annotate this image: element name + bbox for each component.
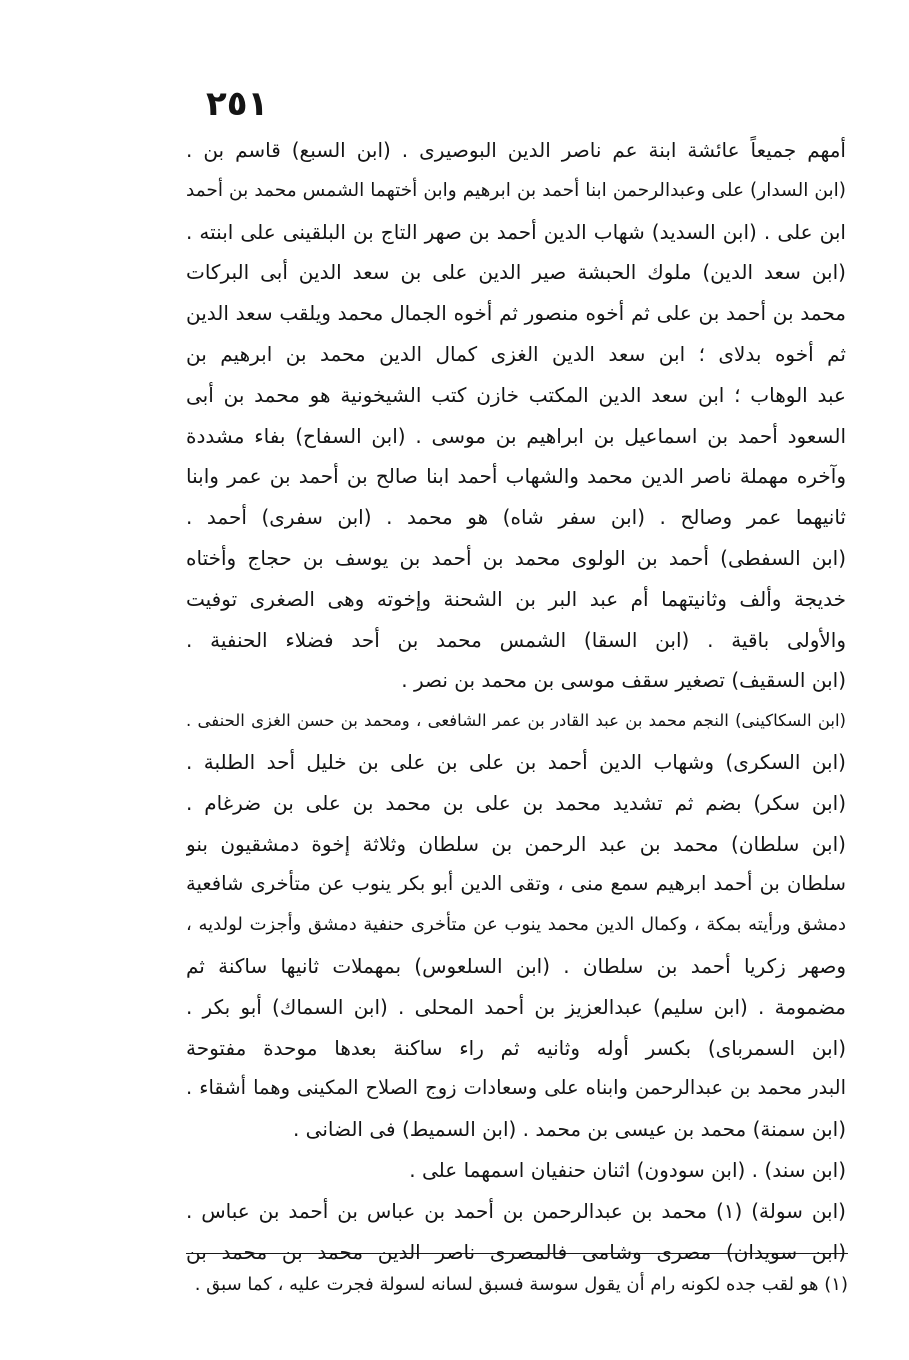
page-number: ٢٥١ <box>206 84 269 124</box>
text-line: (ابن سولة) (١) محمد بن عبدالرحمن بن أحمد بن عباس بن أحمد بن عباس . <box>186 1198 846 1223</box>
text-line: ثم أخوه بدلاى ؛ ابن سعد الدين الغزى كمال الدين محمد بن ابرهيم بن <box>186 341 846 366</box>
text-line: (ابن سلطان) محمد بن عبد الرحمن بن سلطان وثلاثة إخوة دمشقيون بنو <box>186 831 846 856</box>
text-line: دمشق ورأيته بمكة ، وكمال الدين محمد ينوب عن متأخرى حنفية دمشق وأجزت لولديه ، <box>186 914 846 936</box>
text-line: مضمومة . (ابن سليم) عبدالعزيز بن أحمد المحلى . (ابن السماك) أبو بكر . <box>186 994 846 1019</box>
text-line: والأولى باقية . (ابن السقا) الشمس محمد بن أحد فضلاء الحنفية . <box>186 627 846 652</box>
text-line: (ابن سند) . (ابن سودون) اثنان حنفيان اسمهما على . <box>409 1157 846 1182</box>
text-line: (ابن السكرى) وشهاب الدين أحمد بن على بن على بن خليل أحد الطلبة . <box>186 749 846 774</box>
text-line: السعود أحمد بن اسماعيل بن ابراهيم بن موسى . (ابن السفاح) بفاء مشددة <box>186 423 846 448</box>
text-line: (ابن سكر) بضم ثم تشديد محمد بن على بن محمد بن على بن ضرغام . <box>186 790 846 815</box>
text-line: خديجة وألف وثانيتهما أم عبد البر بن الشحنة وإخوته وهى الصغرى توفيت <box>186 586 846 611</box>
text-line: ابن على . (ابن السديد) شهاب الدين أحمد بن صهر التاج بن البلقينى على ابنته . <box>186 219 846 244</box>
footnote-separator <box>186 1253 848 1254</box>
text-line: سلطان بن أحمد ابرهيم سمع منى ، وتقى الدين أبو بكر ينوب عن متأخرى شافعية <box>186 872 846 896</box>
text-line: (ابن سمنة) محمد بن عيسى بن محمد . (ابن السميط) فى الضانى . <box>292 1117 846 1142</box>
text-line: (ابن سعد الدين) ملوك الحبشة صير الدين على بن سعد الدين أبى البركات <box>186 260 846 285</box>
text-line: (ابن السمربای) بكسر أوله وثانيه ثم راء ساكنة بعدها موحدة مفتوحة <box>186 1035 846 1060</box>
text-line: (ابن السكاكينى) النجم محمد بن عبد القادر بن عمر الشافعى ، ومحمد بن حسن الغزى الحنفى . <box>186 711 846 731</box>
text-line: (ابن السدار) على وعبدالرحمن ابنا أحمد بن ابرهيم وابن أختهما الشمس محمد بن أحمد <box>186 179 846 201</box>
text-line: (ابن سويدان) مصرى وشامى فالمصرى ناصر الدين محمد بن محمد بن <box>186 1239 846 1264</box>
footnote: (١) هو لقب جده لكونه رام أن يقول سوسة فسبق لسانه لسولة فجرت عليه ، كما سبق . <box>194 1274 848 1295</box>
text-line: عبد الوهاب ؛ ابن سعد الدين المكتب خازن كتب الشيخونية هو محمد بن أبى <box>186 382 846 407</box>
text-line: البدر محمد بن عبدالرحمن وابناه على وسعادات زوج الصلاح المكينى وهما أشقاء . <box>186 1076 846 1100</box>
text-line: وصهر زكريا أحمد بن سلطان . (ابن السلعوس) بمهملات ثانيها ساكنة ثم <box>186 953 846 978</box>
text-line: أمهم جميعاً عائشة ابنة عم ناصر الدين البوصيرى . (ابن السبع) قاسم بن . <box>186 138 846 162</box>
text-line: (ابن السفطى) أحمد بن الولوى محمد بن أحمد بن يوسف بن حجاج وأختاه <box>186 545 846 570</box>
text-line: وآخره مهملة ناصر الدين محمد والشهاب أحمد ابنا صالح بن أحمد بن عمر وابنا <box>186 464 846 489</box>
main-text <box>186 130 846 1272</box>
text-line: محمد بن أحمد بن على ثم أخوه منصور ثم أخوه الجمال محمد ويلقب سعد الدين <box>186 301 846 326</box>
text-line: (ابن السقيف) تصغير سقف موسى بن محمد بن نصر . <box>401 668 846 693</box>
text-line: ثانيهما عمر وصالح . (ابن سفر شاه) هو محمد . (ابن سفرى) أحمد . <box>186 505 846 530</box>
